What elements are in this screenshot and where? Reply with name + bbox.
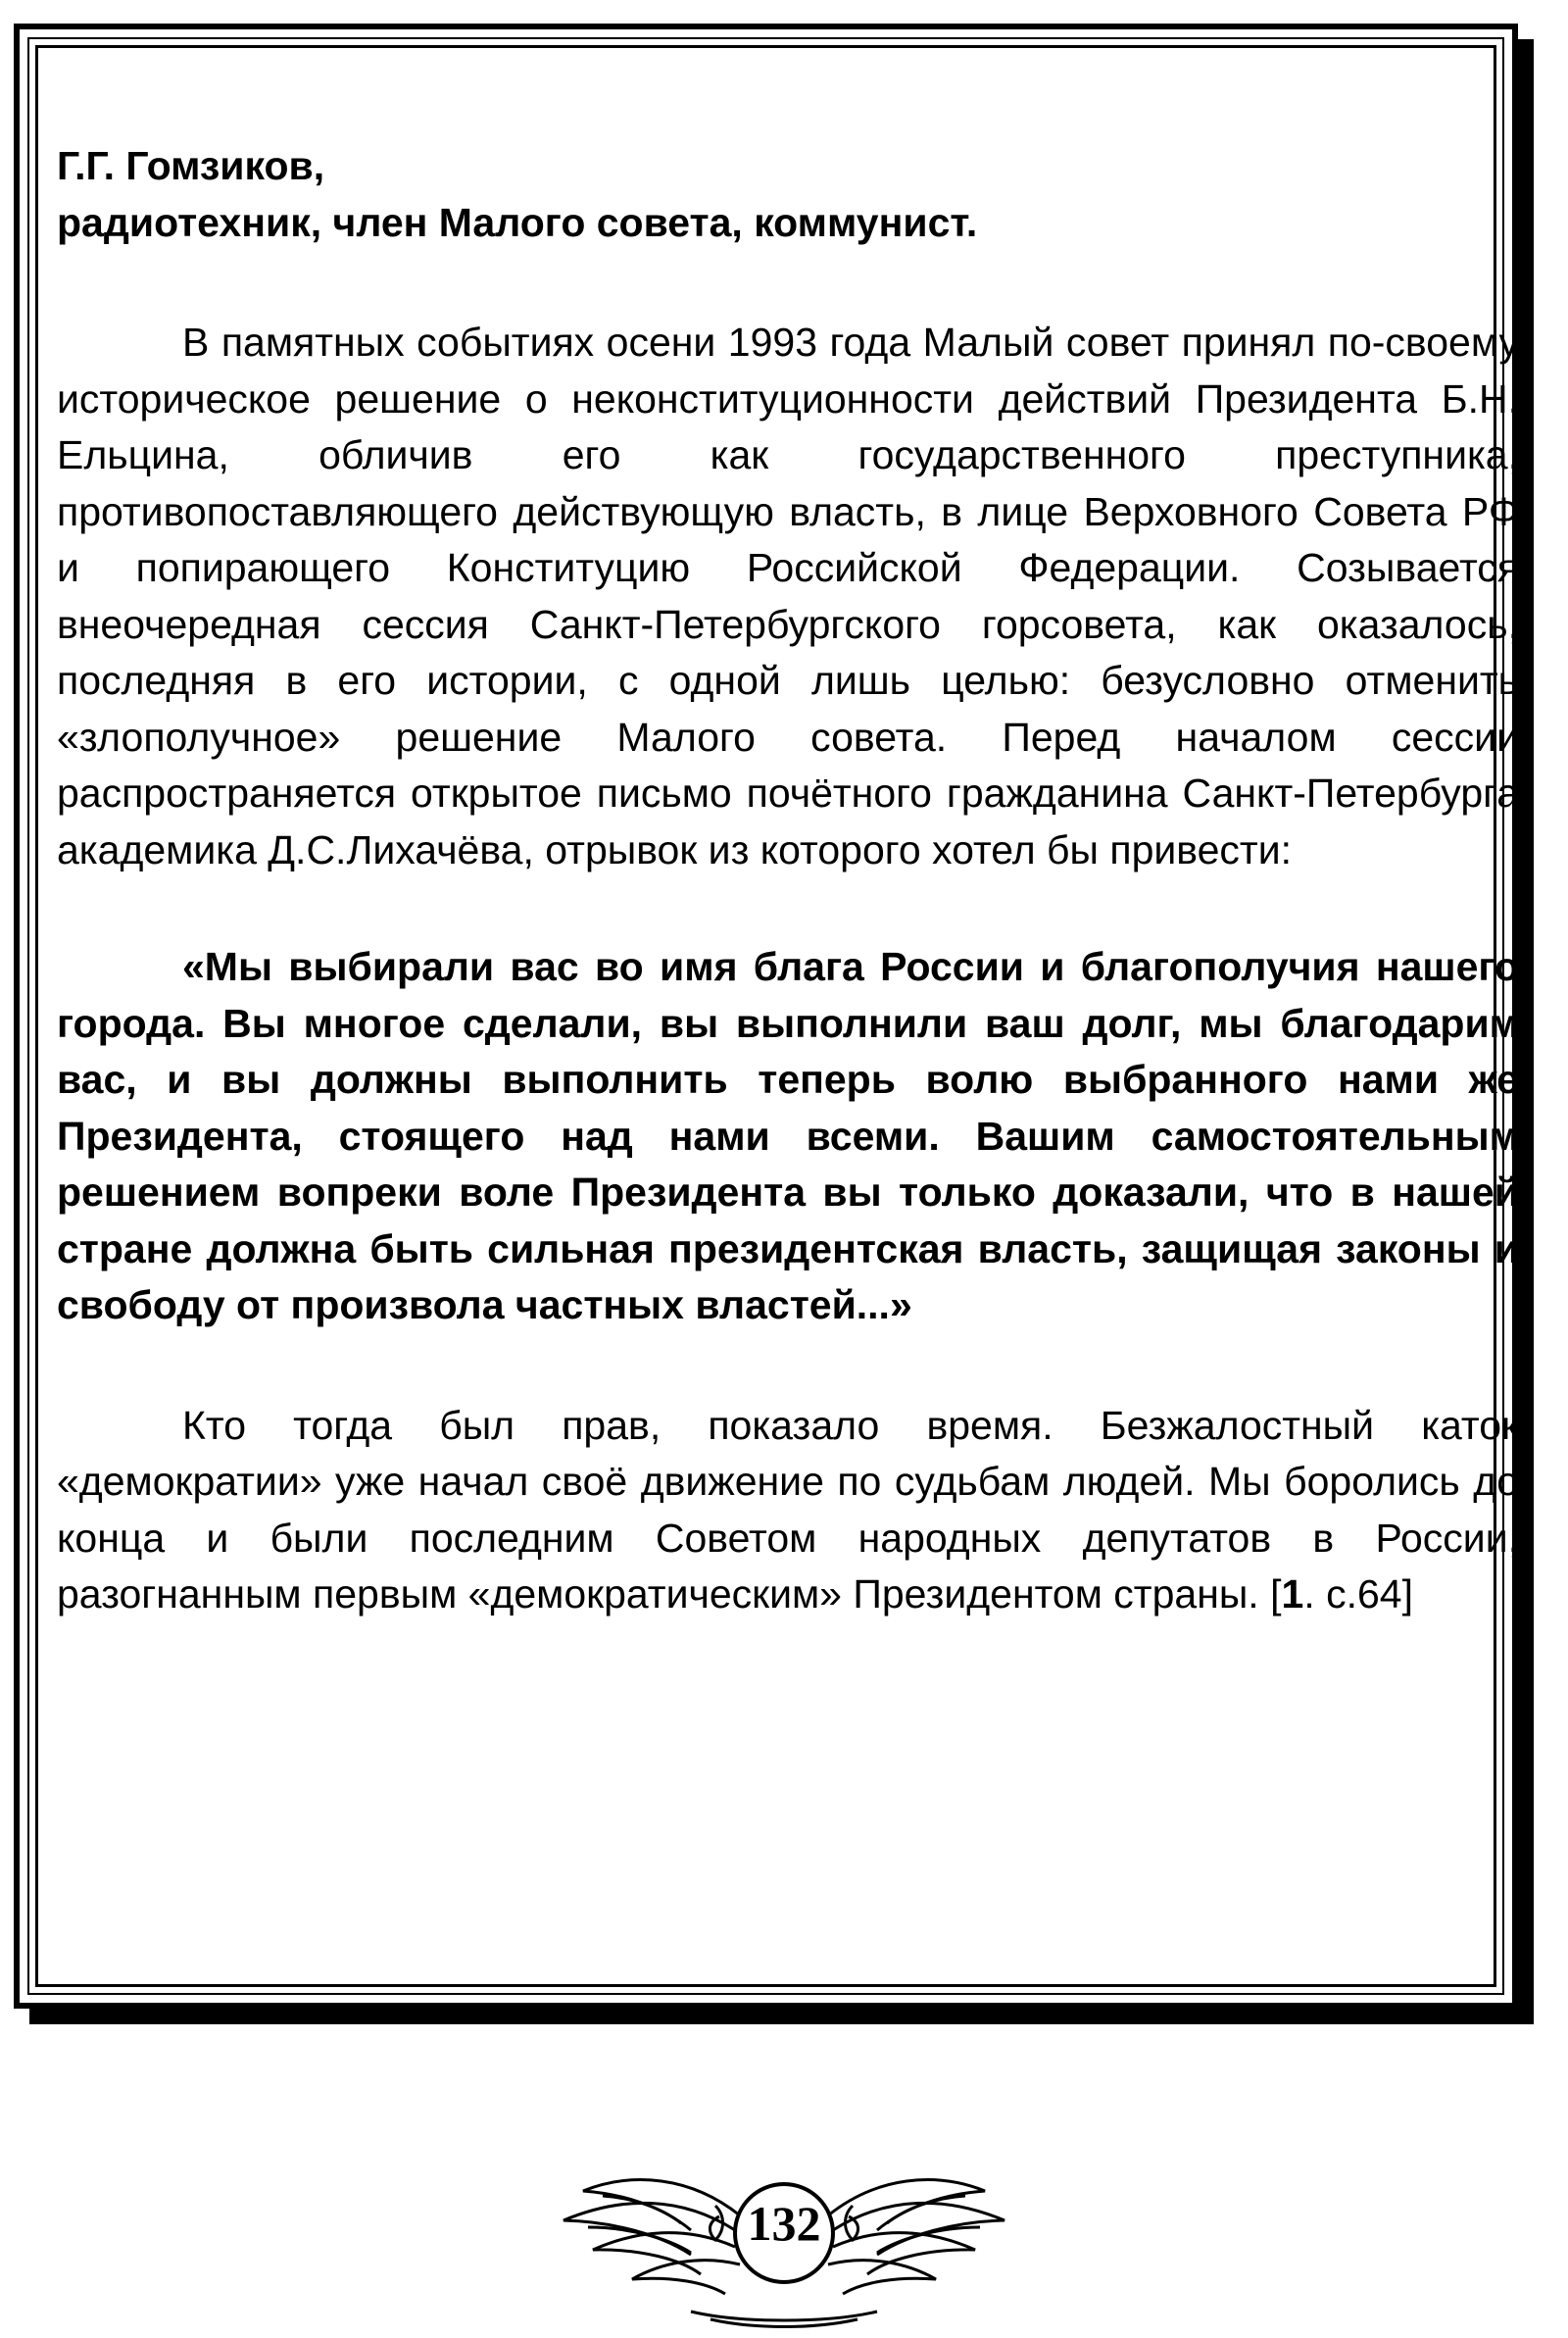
intro-paragraph: В памятных событиях осени 1993 года Малый совет принял по-своему историческое решение о неконституционности действий Президента Б.Н. Ельцина, обличив его как государственного преступника, противопоставляющего действующую власть, в лице Верховного Совета РФ и попирающего Конституцию Российской Федерации. Созывается внеочередная сессия Санкт-Петербургского горсовета, как оказалось, последняя в его истории, с одной лишь целью: безусловно отменить «злополучное» решение Малого совета. Перед началом сессии распространяется открытое письмо почётного гражданина Санкт-Петербурга академика Д.С.Лихачёва, отрывок из которого хотел бы привести: <box>57 320 1519 872</box>
citation-rest: . с.64] <box>1303 1571 1413 1617</box>
text-frame <box>14 24 1518 2009</box>
author-name: Г.Г. Гомзиков, <box>57 143 325 188</box>
citation-number: 1 <box>1281 1571 1304 1617</box>
conclusion-text: Кто тогда был прав, показало время. Безжалостный каток «демократии» уже начал своё движение по судьбам людей. Мы боролись до конца и были последним Советом народных депутатов в России, разогнанным первым «демократическим» Президентом страны. <box>57 1402 1519 1617</box>
page-number: 132 <box>747 2196 821 2251</box>
frame-content <box>57 137 1519 1623</box>
citation-open: [ <box>1270 1571 1282 1617</box>
page-number-ornament <box>544 2137 1024 2333</box>
conclusion-paragraph <box>57 1398 1519 1623</box>
author-description: радиотехник, член Малого совета, коммунист. <box>57 200 978 245</box>
quote-paragraph: «Мы выбирали вас во имя блага России и благополучия нашего города. Вы многое сделали, вы выполнили ваш долг, мы благодарим вас, и вы должны выполнить теперь волю выбранного нами же Президента, стоящего над нами всеми. Вашим самостоятельным решением вопреки воле Президента вы только доказали, что в нашей стране должна быть сильная президентская власть, защищая законы и свободу от произвола частных властей...» <box>57 944 1519 1327</box>
